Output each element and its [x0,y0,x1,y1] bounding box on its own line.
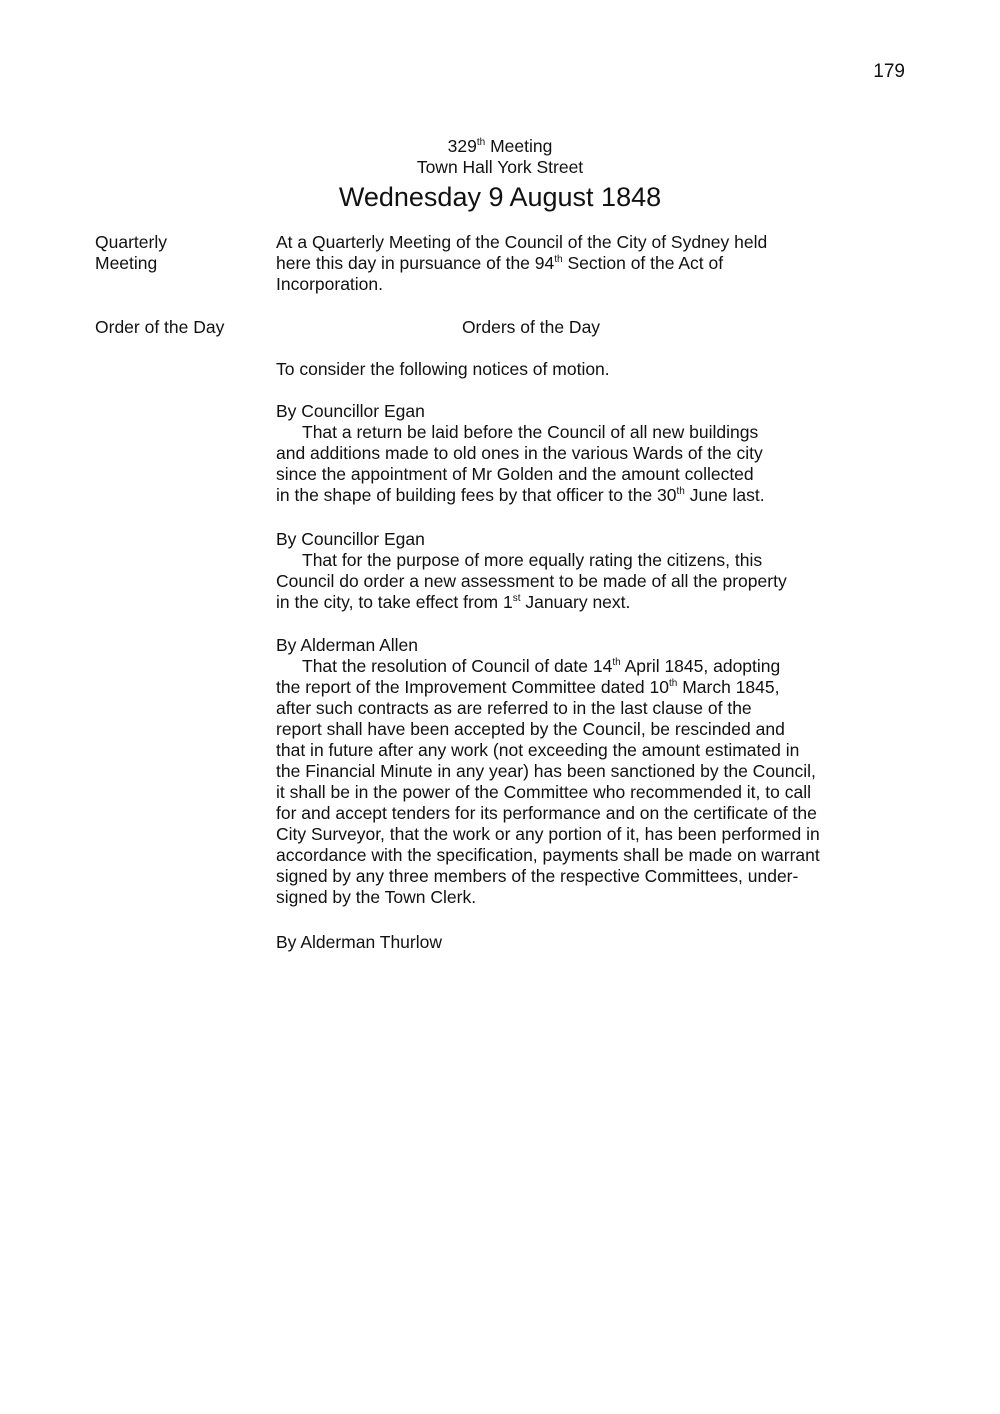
motion-2-mover: By Councillor Egan [276,529,425,549]
motion-2-text: By Councillor Egan That for the purpose of more equally rating the citizens, this Council do order a new assessment to be made of all the property in the city, to take effect from 1st January next. [276,529,866,613]
motion-1-text: By Councillor Egan That a return be laid before the Council of all new buildings and additions made to old ones in the various Wards of the city since the appointment of Mr Golden and the amount collected in the shape of building fees by that officer to the 30th June last. [276,401,866,506]
motion-3-mover: By Alderman Allen [276,635,419,655]
intro-text: To consider the following notices of motion. [276,359,610,379]
meeting-date: Wednesday 9 August 1848 [338,182,662,212]
motion-4-mover: By Alderman Thurlow [276,932,443,952]
margin-label-order-of-day: Order of the Day [95,317,225,337]
quarterly-paragraph: At a Quarterly Meeting of the Council of the City of Sydney held here this day in pursuance of the 94th Section of the Act of Incorporation. [276,232,768,294]
motion-1-mover: By Councillor Egan [276,401,425,421]
meeting-venue: Town Hall York Street [416,157,584,177]
meeting-header [0,136,1000,214]
orders-heading: Orders of the Day [461,317,601,337]
page-number: 179 [873,61,905,82]
motion-3-text: By Alderman Allen That the resolution of Council of date 14th April 1845, adopting the report of the Improvement Committee dated 10th March 1845, after such contracts as are referred to in the last clause of the report shall have been accepted by the Council, be rescinded and that in future after any work (not exceeding the amount estimated in the Financial Minute in any year) has been sanctioned by the Council, it shall be in the power of the Committee who recommended it, to call for and accept tenders for its performance and on the certificate of the City Surveyor, that the work or any portion of it, has been performed in accordance with the specification, payments shall be made on warrant signed by any three members of the respective Committees, under- signed by the Town Clerk. [276,635,866,908]
meeting-number: 329th Meeting [447,136,553,156]
margin-label-quarterly: Quarterly Meeting [95,232,167,273]
